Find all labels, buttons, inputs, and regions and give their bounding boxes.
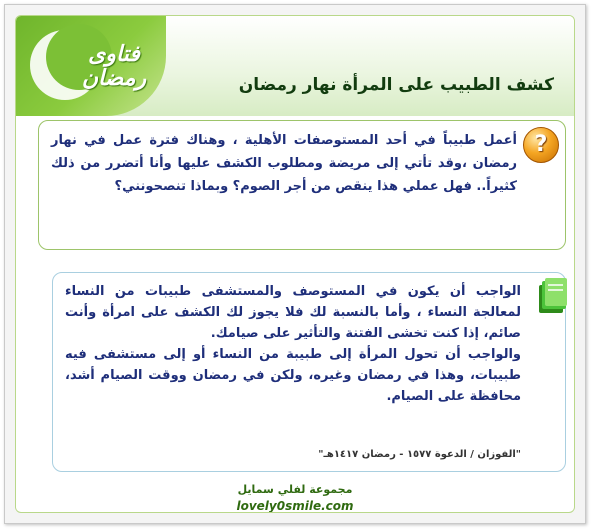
question-icon: ? <box>523 127 559 163</box>
logo-line1: فتاوى <box>88 41 140 67</box>
answer-paragraph-2: والواجب أن تحول المرأة إلى طبيبة من النساء أو إلى مستشفى فيه طبيبات، وهذا في رمضان وغيره، ولكن في رمضان ووقت الصيام أشد، محافظة على الصيام. <box>65 347 521 404</box>
card-frame <box>4 4 586 524</box>
header <box>16 16 574 116</box>
answer-source: "الفوزان / الدعوة ١٥٧٧ - رمضان ١٤١٧هـ" <box>318 449 521 460</box>
question-box <box>38 120 566 250</box>
footer-url[interactable]: lovely0smile.com <box>236 499 354 513</box>
answer-paragraph-1: الواجب أن يكون في المستوصف والمستشفى طبيبات من النساء لمعالجة النساء ، وأما بالنسبة لك فلا يجوز لك الكشف على امرأة وأنت صائم، إذا كنت تخشى الفتنة والتأثير على صيامك. <box>65 284 521 341</box>
answer-text <box>65 281 521 407</box>
page-title: كشف الطبيب على المرأة نهار رمضان <box>238 75 554 95</box>
question-text: أعمل طبيباً في أحد المستوصفات الأهلية ، وهناك فترة عمل في نهار رمضان ،وقد تأتي إلى مريضة ومطلوب الكشف عليها وأنا أتضرر من ذلك كثيراً.. فهل عملي هذا ينقص من أجر الصوم؟ وبماذا تنصحونني؟ <box>51 133 517 194</box>
footer-site-name: مجموعة لفلي سمايل <box>237 483 353 496</box>
book-icon <box>533 277 569 315</box>
footer <box>16 482 574 513</box>
logo-line2: رمضان <box>81 65 147 91</box>
logo <box>74 42 154 90</box>
card-inner <box>15 15 575 513</box>
header-green-band <box>16 16 166 116</box>
answer-box <box>52 272 566 472</box>
